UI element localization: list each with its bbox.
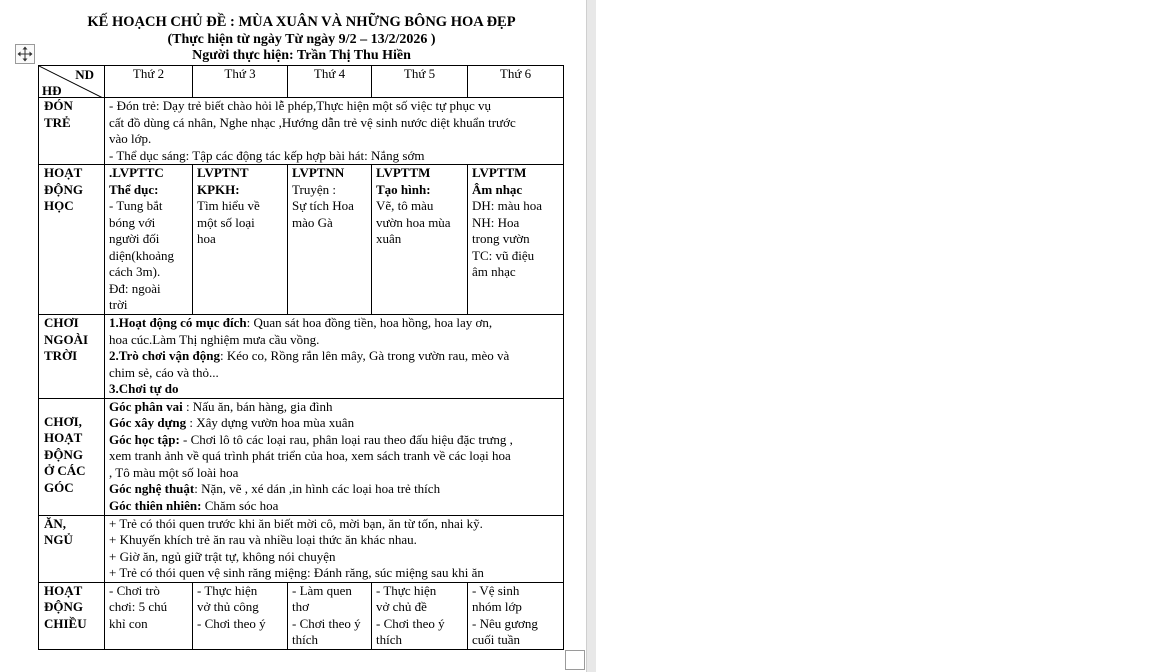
activity-cell: LVPTTM Âm nhạc DH: màu hoa NH: Hoa trong vườn TC: vũ điệu âm nhạc	[468, 165, 564, 315]
row-choi-ngoai-troi	[39, 315, 564, 399]
activity-cell: LVPTNN Truyện : Sự tích Hoa mào Gà	[288, 165, 372, 315]
row-label: HOẠT ĐỘNG HỌC	[39, 165, 105, 315]
day-header: Thứ 5	[372, 66, 468, 98]
row-label: ĂN, NGỦ	[39, 515, 105, 582]
afternoon-cell: - Thực hiện vở chủ đề - Chơi theo ý thích	[372, 582, 468, 649]
row-label: ĐÓN TRẺ	[39, 98, 105, 165]
document-canvas-background	[596, 0, 1152, 672]
table-move-handle-icon[interactable]	[15, 44, 35, 64]
afternoon-cell: - Làm quen thơ - Chơi theo ý thích	[288, 582, 372, 649]
activity-cell: LVPTNT KPKH: Tìm hiểu về một số loại hoa	[193, 165, 288, 315]
activity-cell: LVPTTM Tạo hình: Vẽ, tô màu vườn hoa mùa xuân	[372, 165, 468, 315]
an-ngu-content: + Trẻ có thói quen trước khi ăn biết mời cô, mời bạn, ăn từ tốn, nhai kỹ. + Khuyến khích trẻ ăn rau và nhiều loại thức ăn khác nhau. + Giờ ăn, ngủ giữ trật tự, không nói chuyện + Trẻ có thói quen vệ sinh răng miệng: Đánh răng, súc miệng sau khi ăn	[105, 515, 564, 582]
row-hoat-dong-chieu	[39, 582, 564, 649]
corner-top-label: ND	[75, 67, 94, 82]
table-header-row	[39, 66, 564, 98]
plan-table[interactable]	[38, 65, 564, 650]
row-choi-goc	[39, 398, 564, 515]
author-line: Người thực hiện: Trần Thị Thu Hiền	[192, 48, 411, 63]
activity-cell: .LVPTTC Thể dục: - Tung bắt bóng với người đối diện(khoảng cách 3m). Đđ: ngoài trời	[105, 165, 193, 315]
day-header: Thứ 6	[468, 66, 564, 98]
row-an-ngu	[39, 515, 564, 582]
afternoon-cell: - Vệ sinh nhóm lớp - Nêu gương cuối tuần	[468, 582, 564, 649]
row-hoat-dong-hoc	[39, 165, 564, 315]
afternoon-cell: - Chơi trò chơi: 5 chú khỉ con	[105, 582, 193, 649]
don-tre-content: - Đón trẻ: Dạy trẻ biết chào hỏi lễ phép,Thực hiện một số việc tự phục vụ cất đồ dùng cá nhân, Nghe nhạc ,Hướng dẫn trẻ vệ sinh nước diệt khuẩn trước vào lớp. - Thể dục sáng: Tập các động tác kếp hợp bài hát: Nắng sớm	[105, 98, 564, 165]
row-label: CHƠI, HOẠT ĐỘNG Ở CÁC GÓC	[39, 398, 105, 515]
day-header: Thứ 4	[288, 66, 372, 98]
document-title: KẾ HOẠCH CHỦ ĐỀ : MÙA XUÂN VÀ NHỮNG BÔNG HOA ĐẸP	[87, 14, 516, 30]
afternoon-cell: - Thực hiện vở thủ công - Chơi theo ý	[193, 582, 288, 649]
row-don-tre	[39, 98, 564, 165]
row-label: CHƠI NGOÀI TRỜI	[39, 315, 105, 399]
choi-goc-content: Góc phân vai : Nấu ăn, bán hàng, gia đình Góc xây dựng : Xây dựng vườn hoa mùa xuân Góc học tập: - Chơi lô tô các loại rau, phân loại rau theo đấu hiệu đặc trưng , xem tranh ảnh về quá trình phát triển của hoa, xem sách tranh về các loại hoa , Tô màu một số loài hoa Góc nghệ thuật: Nặn, vẽ , xé dán ,in hình các loại hoa trẻ thích Góc thiên nhiên: Chăm sóc hoa	[105, 398, 564, 515]
table-resize-icon[interactable]	[565, 650, 585, 670]
day-header: Thứ 3	[193, 66, 288, 98]
row-label: HOẠT ĐỘNG CHIỀU	[39, 582, 105, 649]
corner-cell	[39, 66, 105, 98]
day-header: Thứ 2	[105, 66, 193, 98]
corner-bottom-label: HĐ	[42, 83, 62, 98]
choi-ngoai-troi-content: 1.Hoạt động có mục đích: Quan sát hoa đồng tiền, hoa hồng, hoa lay ơn, hoa cúc.Làm Thị nghiệm mưa cầu vồng. 2.Trò chơi vận động: Kéo co, Rồng rắn lên mây, Gà trong vườn rau, mèo và chim sẻ, cáo và thỏ... 3.Chơi tự do	[105, 315, 564, 399]
date-range: (Thực hiện từ ngày Từ ngày 9/2 – 13/2/2026 )	[167, 32, 436, 47]
